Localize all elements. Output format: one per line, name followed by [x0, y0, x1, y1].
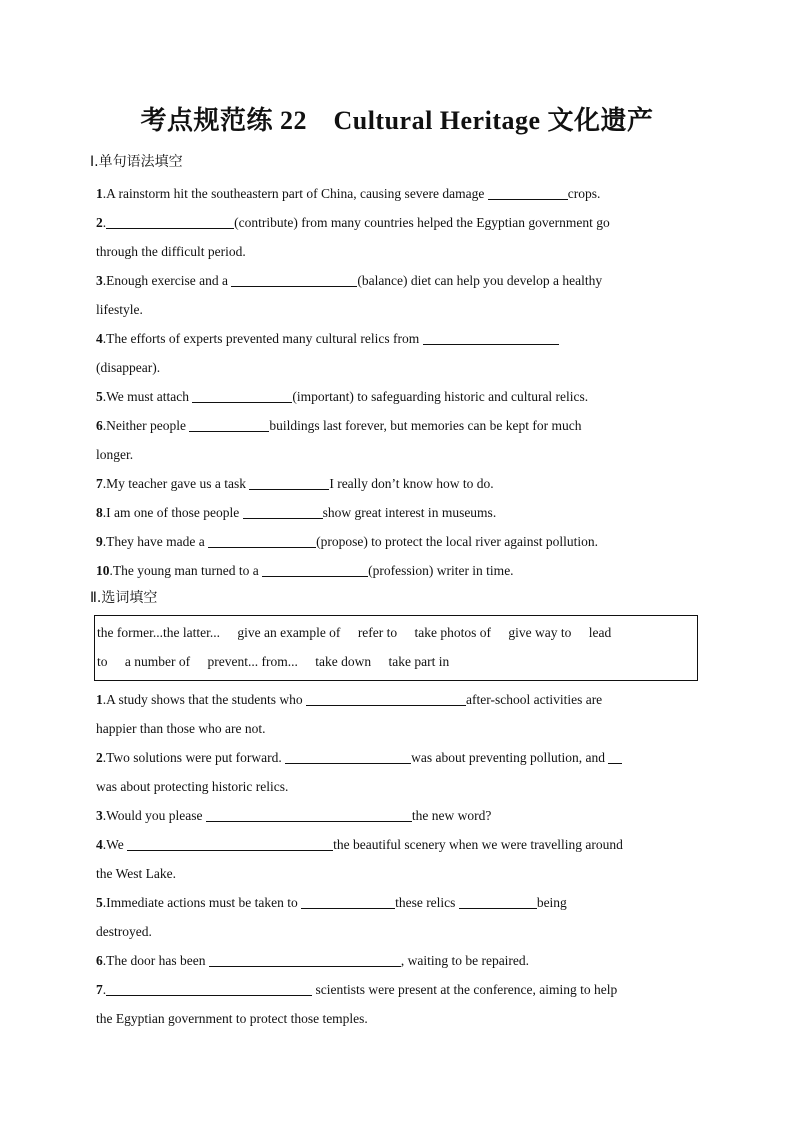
question-1-6: 6.Neither people buildings last forever, but memories can be kept for much	[96, 418, 582, 433]
word-bank-item: to	[97, 654, 108, 669]
word-bank-item: take down	[315, 654, 372, 669]
word-bank-item: a number of	[124, 654, 191, 669]
question-1-6-cont: longer.	[96, 447, 134, 462]
word-bank-item: the former...the latter...	[97, 625, 220, 640]
answer-blank[interactable]	[262, 562, 368, 577]
word-bank	[94, 615, 698, 681]
answer-blank[interactable]	[189, 417, 269, 432]
question-1-5: 5.We must attach (important) to safeguarding historic and cultural relics.	[96, 389, 589, 404]
question-2-2-cont: was about protecting historic relics.	[96, 779, 289, 794]
answer-blank[interactable]	[249, 475, 329, 490]
question-1-3: 3.Enough exercise and a (balance) diet can help you develop a healthy	[96, 273, 603, 288]
question-1-4: 4.The efforts of experts prevented many cultural relics from	[96, 324, 708, 353]
question-1-2-cont: through the difficult period.	[96, 244, 246, 259]
question-2-7: 7. scientists were present at the conference, aiming to help	[96, 982, 618, 997]
answer-blank[interactable]	[423, 330, 559, 345]
word-bank-item: prevent... from...	[207, 654, 298, 669]
page-title: 考点规范练 22 Cultural Heritage 文化遗产	[140, 106, 654, 135]
answer-blank[interactable]	[209, 952, 401, 967]
word-bank-item: take part in	[388, 654, 450, 669]
answer-blank[interactable]	[459, 894, 537, 909]
question-1-7: 7.My teacher gave us a task I really don’t know how to do.	[96, 476, 494, 491]
question-1-2: 2. (contribute) from many countries helped the Egyptian government go	[96, 215, 610, 230]
question-2-3: 3.Would you please the new word?	[96, 808, 492, 823]
answer-blank[interactable]	[106, 214, 234, 229]
question-2-7-cont: the Egyptian government to protect those temples.	[96, 1011, 368, 1026]
worksheet-page	[90, 100, 708, 1033]
answer-blank[interactable]	[608, 749, 622, 764]
answer-blank[interactable]	[306, 691, 466, 706]
word-bank-item: refer to	[357, 625, 398, 640]
answer-blank[interactable]	[206, 807, 412, 822]
answer-blank[interactable]	[285, 749, 411, 764]
word-bank-item: take photos of	[414, 625, 492, 640]
answer-blank[interactable]	[192, 388, 292, 403]
question-1-9: 9.They have made a (propose) to protect the local river against pollution.	[96, 534, 598, 549]
section-1-heading: Ⅰ.单句语法填空	[90, 154, 183, 170]
question-1-3-cont: lifestyle.	[96, 302, 143, 317]
question-2-2: 2.Two solutions were put forward. was about preventing pollution, and	[96, 743, 708, 772]
answer-blank[interactable]	[231, 272, 357, 287]
section-2-heading: Ⅱ.选词填空	[90, 590, 158, 606]
word-bank-item: lead	[588, 625, 612, 640]
question-2-5: 5.Immediate actions must be taken to these relics being	[96, 895, 567, 910]
question-2-5-cont: destroyed.	[96, 924, 152, 939]
question-1-1: 1.A rainstorm hit the southeastern part of China, causing severe damage crops.	[96, 186, 601, 201]
question-2-4-cont: the West Lake.	[96, 866, 177, 881]
question-1-10: 10.The young man turned to a (profession) writer in time.	[96, 563, 514, 578]
question-1-4-cont: (disappear).	[96, 360, 161, 375]
answer-blank[interactable]	[488, 185, 568, 200]
question-2-6: 6.The door has been , waiting to be repaired.	[96, 953, 530, 968]
question-2-1-cont: happier than those who are not.	[96, 721, 266, 736]
question-1-8: 8.I am one of those people show great interest in museums.	[96, 505, 497, 520]
answer-blank[interactable]	[127, 836, 333, 851]
answer-blank[interactable]	[106, 981, 312, 996]
answer-blank[interactable]	[208, 533, 316, 548]
word-bank-item: give an example of	[237, 625, 341, 640]
question-2-4: 4.We the beautiful scenery when we were travelling around	[96, 837, 623, 852]
answer-blank[interactable]	[243, 504, 323, 519]
question-2-1: 1.A study shows that the students who after-school activities are	[96, 692, 603, 707]
word-bank-item: give way to	[508, 625, 572, 640]
answer-blank[interactable]	[301, 894, 395, 909]
